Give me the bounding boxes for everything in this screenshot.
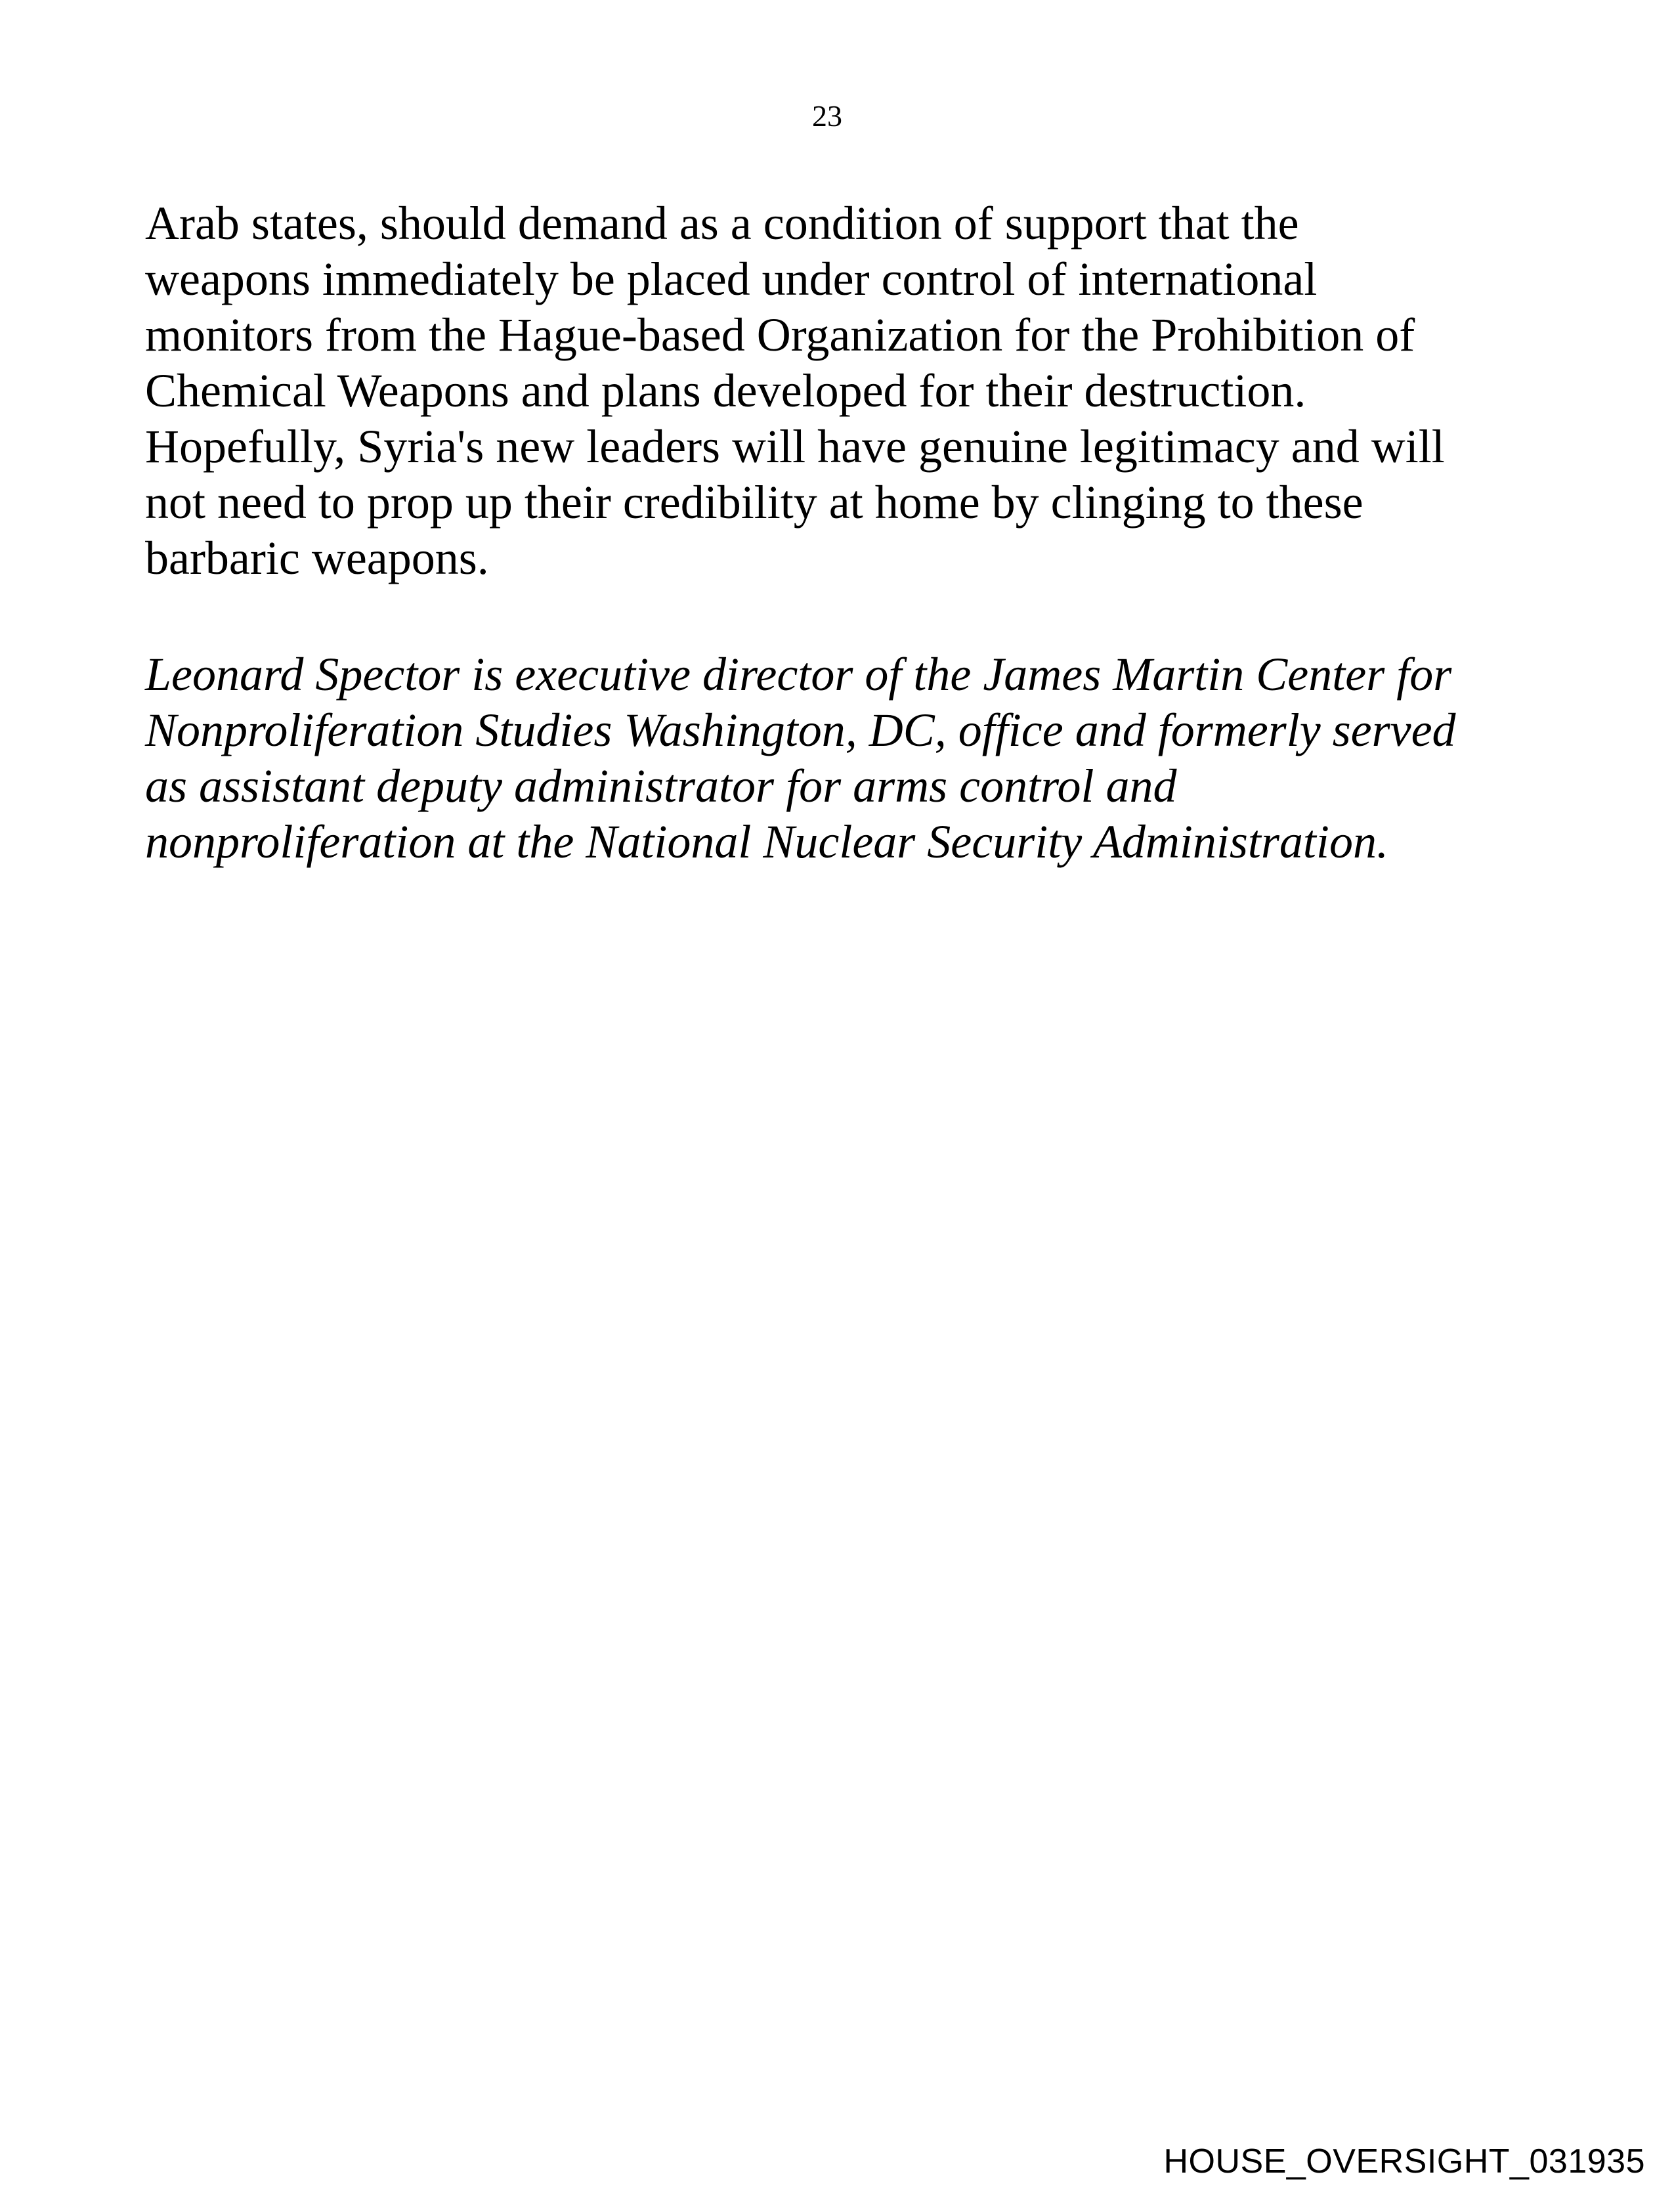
text-line: barbaric weapons. bbox=[145, 532, 489, 584]
body-paragraph bbox=[145, 196, 1556, 586]
text-line: Hopefully, Syria's new leaders will have genuine legitimacy and will bbox=[145, 420, 1445, 473]
text-line: not need to prop up their credibility at home by clinging to these bbox=[145, 476, 1363, 529]
bates-number: HOUSE_OVERSIGHT_031935 bbox=[1163, 2142, 1645, 2180]
author-bio bbox=[145, 647, 1556, 870]
text-line: Leonard Spector is executive director of the James Martin Center for bbox=[145, 648, 1452, 701]
text-line: Chemical Weapons and plans developed for their destruction. bbox=[145, 364, 1306, 417]
page-number: 23 bbox=[812, 99, 842, 133]
text-line: weapons immediately be placed under control of international bbox=[145, 253, 1318, 305]
text-line: Arab states, should demand as a condition of support that the bbox=[145, 197, 1299, 249]
text-line: as assistant deputy administrator for arms control and bbox=[145, 760, 1177, 812]
text-line: Nonproliferation Studies Washington, DC, office and formerly served bbox=[145, 704, 1456, 756]
text-line: monitors from the Hague-based Organization for the Prohibition of bbox=[145, 309, 1415, 361]
text-line: nonproliferation at the National Nuclear Security Administration. bbox=[145, 815, 1388, 868]
